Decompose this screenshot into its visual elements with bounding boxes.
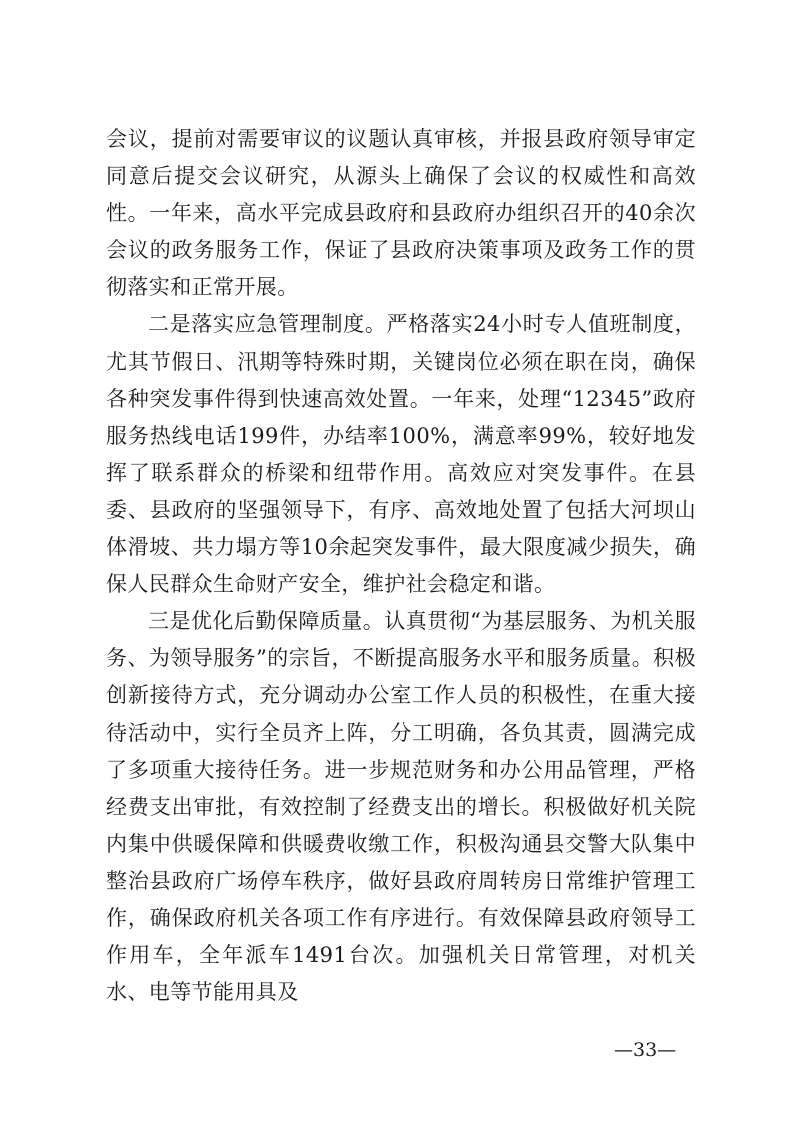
paragraph-emergency-management: 二是落实应急管理制度。严格落实24小时专人值班制度，尤其节假日、汛期等特殊时期，关键岗位必须在职在岗，确保各种突发事件得到快速高效处置。一年来，处理“12345”政府服务热线电话199件，办结率100%，满意率99%，较好地发挥了联系群众的桥梁和纽带作用。高效应对突发事件。在县委、县政府的坚强领导下，有序、高效地处置了包括大河坝山体滑坡、共力塌方等10余起突发事件，最大限度减少损失，确保人民群众生命财产安全，维护社会稳定和谐。 (106, 312, 696, 597)
paragraph-continued: 会议，提前对需要审议的议题认真审核，并报县政府领导审定同意后提交会议研究，从源头上确保了会议的权威性和高效性。一年来，高水平完成县政府和县政府办组织召开的40余次会议的政务服务工作，保证了县政府决策事项及政务工作的贯彻落实和正常开展。 (106, 127, 696, 300)
body-text (106, 121, 696, 1011)
page-number: —33— (614, 1039, 677, 1061)
paragraph-logistics-support: 三是优化后勤保障质量。认真贯彻“为基层服务、为机关服务、为领导服务”的宗旨，不断提高服务水平和服务质量。积极创新接待方式，充分调动办公室工作人员的积极性，在重大接待活动中，实行全员齐上阵，分工明确，各负其责，圆满完成了多项重大接待任务。进一步规范财务和办公用品管理，严格经费支出审批，有效控制了经费支出的增长。积极做好机关院内集中供暖保障和供暖费收缴工作，积极沟通县交警大队集中整治县政府广场停车秩序，做好县政府周转房日常维护管理工作，确保政府机关各项工作有序进行。有效保障县政府领导工作用车，全年派车1491台次。加强机关日常管理，对机关水、电等节能用具及 (106, 609, 696, 1005)
